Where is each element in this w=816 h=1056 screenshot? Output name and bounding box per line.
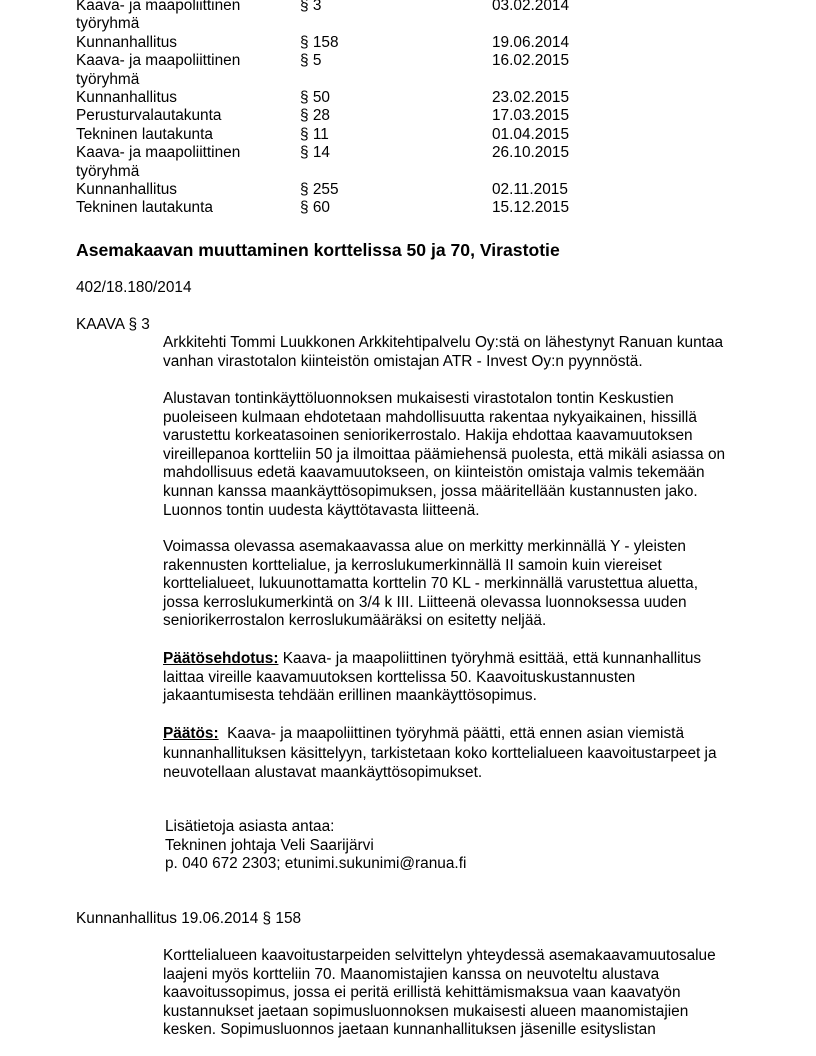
history-body: Kaava- ja maapoliittinen työryhmä: [76, 52, 241, 88]
history-row: [76, 199, 616, 217]
history-date: 03.02.2014: [492, 0, 570, 14]
history-row: [76, 181, 616, 199]
contact-intro: Lisätietoja asiasta antaa:: [165, 818, 335, 835]
paragraph-draft: Alustavan tontinkäyttöluonnoksen mukaisesti virastotalon tontin Keskustien puoleiseen kulmaan ehdotetaan mahdollisuutta rakentaa nykyaikainen, hissillä varustettu korkeatasoinen seniorikerrostalo. Hakija ehdottaa kaavamuutoksen vireillepanoa kortteliin 50 ja ilmoittaa päämiehensä puolesta, että mikäli asiassa on mahdollisuus edetä kaavamuutokseen, on kiinteistön omistaja valmis tekemään kunnan kanssa maankäyttösopimuksen, jossa määritellään kustannusten jako. Luonnos tontin uudesta käyttötavasta liitteenä.: [163, 390, 726, 519]
history-row: [76, 89, 616, 107]
kh-heading: Kunnanhallitus 19.06.2014 § 158: [76, 910, 302, 927]
decision-proposal: [163, 650, 728, 706]
history-date: 02.11.2015: [492, 181, 568, 199]
history-body: Tekninen lautakunta: [76, 199, 213, 217]
history-section: § 5: [300, 52, 322, 70]
history-section: § 14: [300, 144, 330, 162]
proposal-label: Päätösehdotus:: [163, 650, 279, 667]
history-section: § 158: [300, 33, 339, 51]
history-body: Kunnanhallitus: [76, 33, 177, 51]
history-section: § 60: [300, 199, 330, 217]
history-date: 01.04.2015: [492, 125, 570, 143]
kaava-heading: KAAVA § 3: [76, 316, 150, 333]
paragraph-current-plan: Voimassa olevassa asemakaavassa alue on merkitty merkinnällä Y - yleisten rakennusten korttelialue, ja kerroslukumerkinnällä II samoin kuin viereiset korttelialueet, lukuunottamatta korttelin 70 KL - merkinnällä varustettua aluetta, jossa kerroslukumerkintä on 3/4 k III. Liitteenä olevassa luonnoksessa uuden seniorikerrostalon kerroslukumääräksi on esitetty neljää.: [163, 538, 698, 630]
proposal-text: Kaava- ja maapoliittinen työryhmä esittää, että kunnanhallitus laittaa vireille kaavamuutoksen korttelissa 50. Kaavoituskustannusten jakaantumisesta tehdään erillinen maankäyttösopimus.: [163, 650, 702, 705]
history-row: [76, 34, 616, 52]
history-date: 26.10.2015: [492, 144, 570, 162]
history-body: Kaava- ja maapoliittinen työryhmä: [76, 144, 241, 180]
history-row: [76, 52, 616, 89]
paragraph-intro: Arkkitehti Tommi Luukkonen Arkkitehtipalvelu Oy:stä on lähestynyt Ranuan kuntaa vanhan virastotalon kiinteistön omistajan ATR - Invest Oy:n pyynnöstä.: [163, 334, 724, 370]
contact-details: p. 040 672 2303; etunimi.sukunimi@ranua.fi: [165, 855, 467, 873]
history-body: Kaava- ja maapoliittinen työryhmä: [76, 0, 241, 33]
processing-history-table: [76, 0, 616, 218]
history-row: [76, 107, 616, 125]
document-title: Asemakaavan muuttaminen korttelissa 50 ja 70, Virastotie: [76, 240, 560, 260]
history-section: § 50: [300, 89, 330, 107]
decision-label: Päätös:: [163, 725, 219, 742]
history-date: 19.06.2014: [492, 33, 570, 51]
history-section: § 255: [300, 181, 339, 199]
history-row: [76, 0, 616, 34]
contact-info: [165, 818, 466, 874]
history-date: 15.12.2015: [492, 199, 570, 217]
record-number: 402/18.180/2014: [76, 279, 192, 296]
history-body: Tekninen lautakunta: [76, 125, 213, 143]
history-body: Kunnanhallitus: [76, 89, 177, 107]
history-row: [76, 144, 616, 181]
history-date: 17.03.2015: [492, 107, 570, 125]
history-date: 23.02.2015: [492, 89, 570, 107]
kh-paragraph: Korttelialueen kaavoitustarpeiden selvittelyn yhteydessä asemakaavamuutosalue laajeni myös kortteliin 70. Maanomistajien kanssa on neuvoteltu alustava kaavoitussopimus, jossa ei peritä erillistä kehittämismaksua vaan kaavatyön kustannukset jaetaan sopimusluonnoksen mukaisesti alueen maanomistajien kesken. Sopimusluonnos jaetaan kunnanhallituksen jäsenille esityslistan: [163, 947, 716, 1039]
history-section: § 11: [300, 125, 329, 143]
contact-name: Tekninen johtaja Veli Saarijärvi: [165, 836, 374, 854]
decision: [163, 724, 735, 783]
history-body: Kunnanhallitus: [76, 181, 177, 199]
history-section: § 3: [300, 0, 322, 14]
history-date: 16.02.2015: [492, 52, 570, 70]
history-body: Perusturvalautakunta: [76, 107, 222, 125]
history-row: [76, 126, 616, 144]
decision-text: Kaava- ja maapoliittinen työryhmä päätti, että ennen asian viemistä kunnanhallituksen käsittelyyn, tarkistetaan koko korttelialueen kaavoitustarpeet ja neuvotellaan alustavat maankäyttösopimukset.: [163, 725, 721, 781]
history-section: § 28: [300, 107, 330, 125]
